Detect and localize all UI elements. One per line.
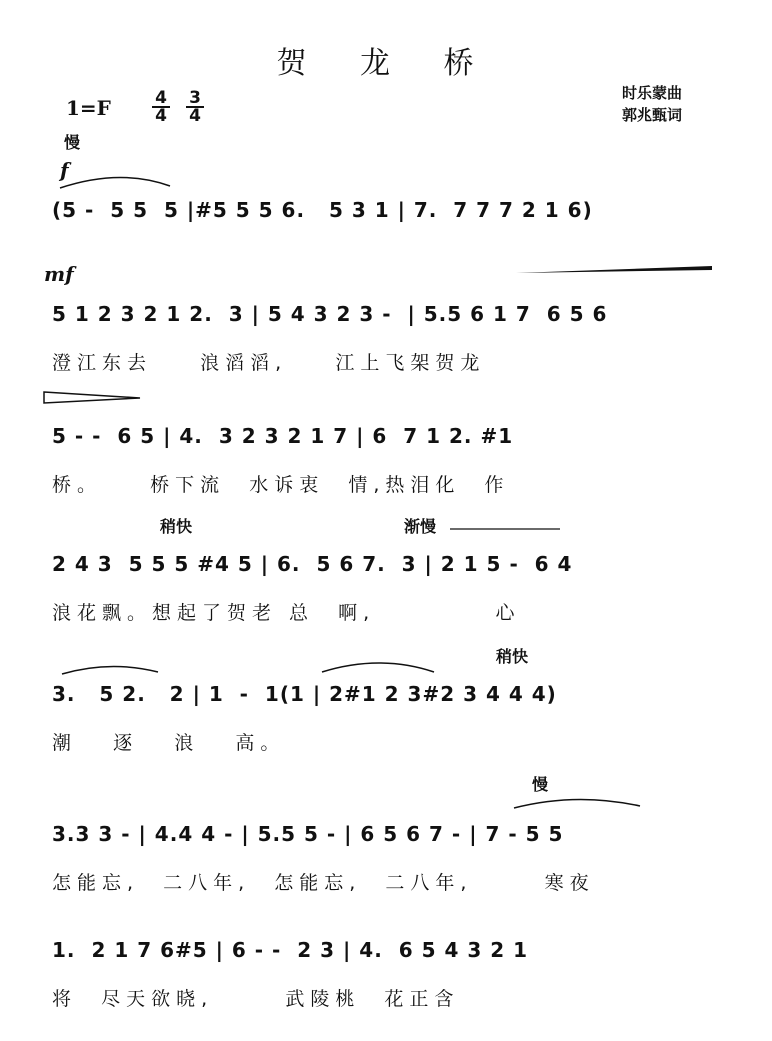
time-den: 4 <box>189 106 201 126</box>
lyrics: 潮 逐 浪 高。 <box>52 732 286 754</box>
slur-arc <box>514 799 640 808</box>
dynamic-mark: f <box>60 158 69 182</box>
tempo-mark: 慢 <box>64 133 81 152</box>
lyrics: 桥。 桥下流 水诉衷 情,热泪化 作 <box>52 474 510 496</box>
slur-arc <box>60 177 170 188</box>
decrescendo-hairpin <box>44 392 140 403</box>
song-title: 贺 龙 桥 <box>276 46 496 81</box>
key-signature: 1=F <box>66 96 111 120</box>
time-den: 4 <box>155 106 167 126</box>
numbered-notation: 5 - - 6 5 | 4. 3 2 3 2 1 7 | 6 7 1 2. #1 <box>52 424 514 448</box>
tempo-mark: 渐慢 <box>404 517 437 536</box>
composer: 时乐蒙曲 <box>622 84 683 102</box>
lyrics: 将 尽天欲晓, 武陵桃 花正含 <box>52 988 460 1010</box>
dynamic-mark: mf <box>44 262 74 286</box>
slur-arc <box>322 663 434 672</box>
slur-arc <box>62 666 158 674</box>
lyricist: 郭兆甄词 <box>622 106 683 124</box>
lyrics: 澄江东去 浪滔滔, 江上飞架贺龙 <box>52 352 486 374</box>
numbered-notation: (5 - 5 5 5 |#5 5 5 6. 5 3 1 | 7. 7 7 7 2 1 6) <box>52 198 593 222</box>
time-num: 4 <box>152 90 170 108</box>
decrescendo-hairpin <box>516 266 712 273</box>
time-num: 3 <box>186 90 204 108</box>
lyrics: 怎能忘, 二八年, 怎能忘, 二八年, 寒夜 <box>52 872 595 894</box>
numbered-notation: 5 1 2 3 2 1 2. 3 | 5 4 3 2 3 - | 5.5 6 1 7 6 5 6 <box>52 302 608 326</box>
numbered-notation: 3.3 3 - | 4.4 4 - | 5.5 5 - | 6 5 6 7 - | 7 - 5 5 <box>52 822 564 846</box>
numbered-notation: 3. 5 2. 2 | 1 - 1(1 | 2#1 2 3#2 3 4 4 4) <box>52 682 557 706</box>
tempo-mark: 稍快 <box>160 517 193 536</box>
numbered-notation: 2 4 3 5 5 5 #4 5 | 6. 5 6 7. 3 | 2 1 5 - 6 4 <box>52 552 573 576</box>
tempo-mark: 慢 <box>532 775 549 794</box>
tempo-mark: 稍快 <box>496 647 529 666</box>
numbered-notation: 1. 2 1 7 6#5 | 6 - - 2 3 | 4. 6 5 4 3 2 1 <box>52 938 529 962</box>
lyrics: 浪花飘。想起了贺老 总 啊, 心 <box>52 602 521 624</box>
